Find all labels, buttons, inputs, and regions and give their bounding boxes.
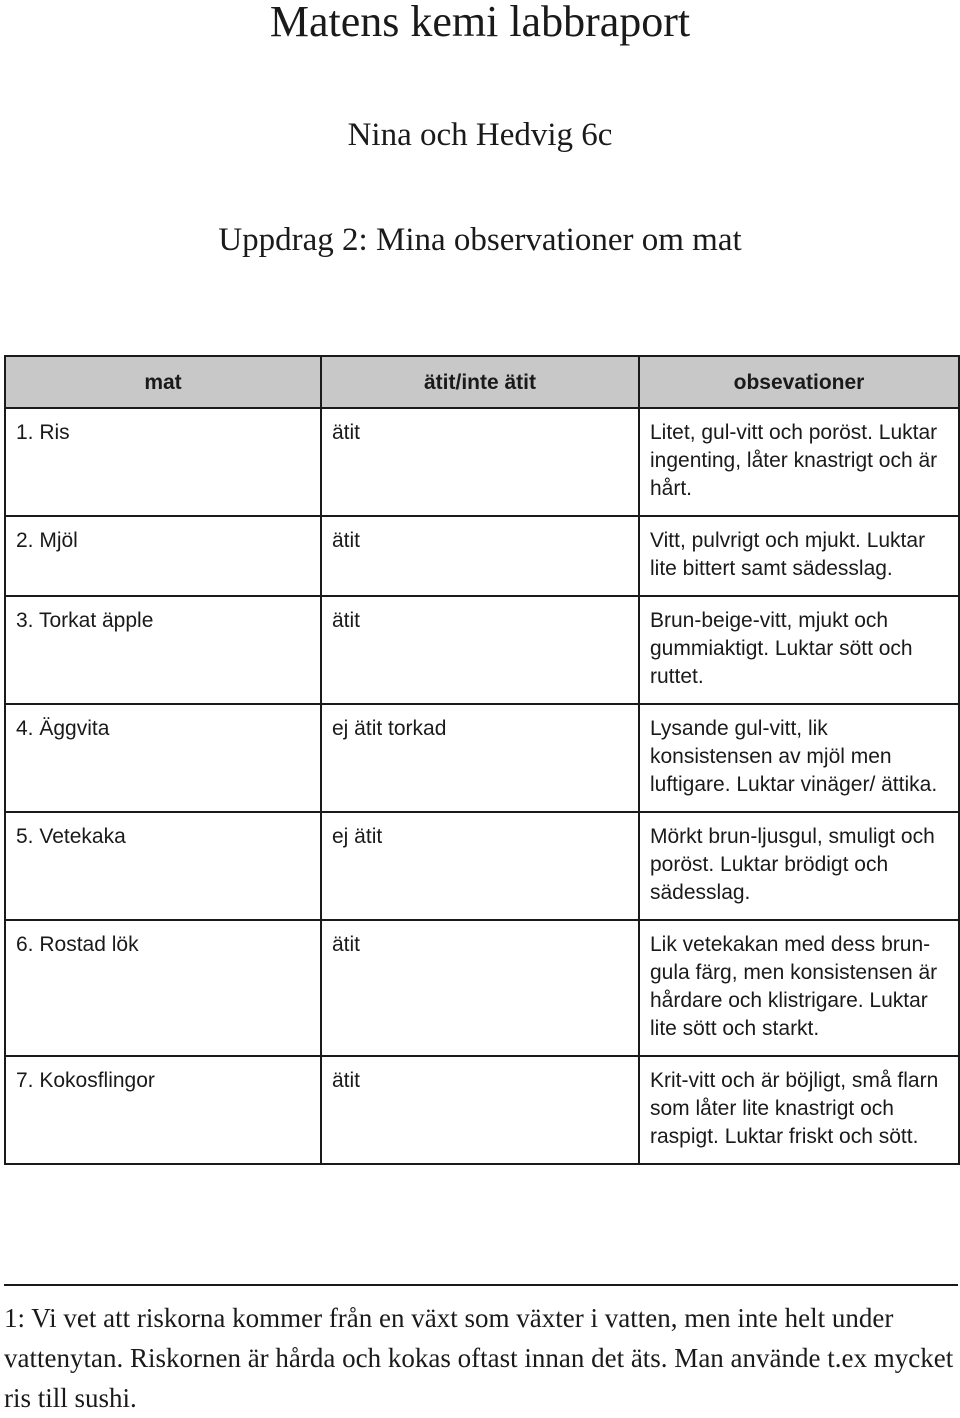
observation-cell: Brun-beige-vitt, mjukt och gummiaktigt. Luktar sött och ruttet.: [639, 596, 959, 704]
observation-cell: Vitt, pulvrigt och mjukt. Luktar lite bittert samt sädesslag.: [639, 516, 959, 596]
eaten-cell: ätit: [321, 920, 639, 1056]
observation-cell: Lik vetekakan med dess brun-gula färg, men konsistensen är hårdare och klistrigare. Luktar lite sött och starkt.: [639, 920, 959, 1056]
food-cell: 5. Vetekaka: [5, 812, 321, 920]
table-row: [5, 920, 959, 1056]
eaten-cell: ej ätit: [321, 812, 639, 920]
food-cell: 2. Mjöl: [5, 516, 321, 596]
eaten-cell: ej ätit torkad: [321, 704, 639, 812]
header-eaten: ätit/inte ätit: [321, 356, 639, 408]
eaten-cell: ätit: [321, 516, 639, 596]
food-cell: 3. Torkat äpple: [5, 596, 321, 704]
footnote-text: 1: Vi vet att riskorna kommer från en växt som växter i vatten, men inte helt under vattenytan. Riskornen är hårda och kokas oftast innan det äts. Man använde t.ex mycket ris till sushi.: [4, 1303, 954, 1413]
table-header-row: [5, 356, 959, 408]
table-row: [5, 596, 959, 704]
assignment-subtitle: Uppdrag 2: Mina observationer om mat: [218, 222, 742, 258]
authors-line: Nina och Hedvig 6c: [347, 117, 613, 153]
table-row: [5, 812, 959, 920]
food-cell: 1. Ris: [5, 408, 321, 516]
observation-cell: Mörkt brun-ljusgul, smuligt och poröst. Luktar brödigt och sädesslag.: [639, 812, 959, 920]
observation-cell: Lysande gul-vitt, lik konsistensen av mjöl men luftigare. Luktar vinäger/ ättika.: [639, 704, 959, 812]
page-title: Matens kemi labbraport: [269, 0, 691, 46]
header-food: mat: [5, 356, 321, 408]
eaten-cell: ätit: [321, 596, 639, 704]
table-row: [5, 1056, 959, 1164]
footnote-divider: [4, 1284, 958, 1286]
table-row: [5, 408, 959, 516]
food-cell: 7. Kokosflingor: [5, 1056, 321, 1164]
observations-table: [4, 355, 960, 1165]
observation-cell: Litet, gul-vitt och poröst. Luktar ingenting, låter knastrigt och är hårt.: [639, 408, 959, 516]
food-cell: 4. Äggvita: [5, 704, 321, 812]
table-row: [5, 516, 959, 596]
observation-cell: Krit-vitt och är böjligt, små flarn som låter lite knastrigt och raspigt. Luktar friskt och sött.: [639, 1056, 959, 1164]
food-cell: 6. Rostad lök: [5, 920, 321, 1056]
eaten-cell: ätit: [321, 1056, 639, 1164]
header-observations: obsevationer: [639, 356, 959, 408]
eaten-cell: ätit: [321, 408, 639, 516]
table-row: [5, 704, 959, 812]
